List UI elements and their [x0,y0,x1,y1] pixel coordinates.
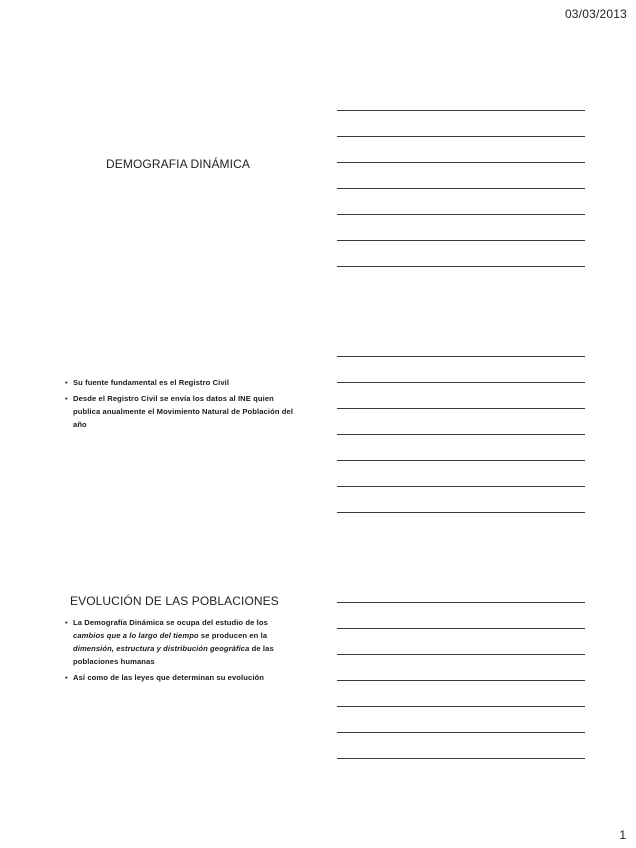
page-number: 1 [619,828,626,842]
note-line [337,136,585,137]
bullet-item [62,392,294,431]
bullet-dot-icon: • [65,378,68,387]
note-line [337,654,585,655]
bullet-text-part: de las poblaciones humanas [73,644,274,666]
slide-2-thumbnail [62,376,294,556]
header-date: 03/03/2013 [564,7,627,21]
note-line [337,266,585,267]
bullet-dot-icon: • [65,673,68,682]
bullet-item [62,616,294,668]
bullet-text-emphasis: dimensión, estructura y distribución geográfica [73,644,250,653]
note-line [337,758,585,759]
note-line [337,356,585,357]
note-line [337,706,585,707]
note-line [337,486,585,487]
slide-1-thumbnail [62,150,294,330]
note-line [337,602,585,603]
note-line [337,460,585,461]
slide-2-bullet-list [62,376,294,431]
bullet-item [62,671,294,684]
note-line [337,188,585,189]
note-line [337,628,585,629]
bullet-text-emphasis: cambios que a lo largo del tiempo [73,631,199,640]
note-line [337,162,585,163]
note-line [337,680,585,681]
bullet-text-part: se producen en la [198,631,268,640]
bullet-text-part: La Demografía Dinámica se ocupa del estudio de los [73,618,268,627]
slide-1-title: DEMOGRAFIA DINÁMICA [106,157,250,171]
slide-1-notes-lines [337,110,585,292]
note-line [337,732,585,733]
slide-3-notes-lines [337,602,585,784]
note-line [337,382,585,383]
slide-3-bullet-list [62,616,294,684]
note-line [337,408,585,409]
slide-3-title: EVOLUCIÓN DE LAS POBLACIONES [70,594,279,608]
bullet-item [62,376,294,389]
note-line [337,110,585,111]
bullet-dot-icon: • [65,394,68,403]
note-line [337,240,585,241]
slide-2-notes-lines [337,356,585,538]
note-line [337,434,585,435]
bullet-dot-icon: • [65,618,68,627]
note-line [337,214,585,215]
bullet-text: Desde el Registro Civil se envía los datos al INE quien publica anualmente el Movimiento Natural de Población del año [73,394,294,429]
note-line [337,512,585,513]
bullet-text: Así como de las leyes que determinan su evolución [73,673,265,682]
bullet-text: Su fuente fundamental es el Registro Civil [73,378,230,387]
slide-3-thumbnail [62,594,294,774]
